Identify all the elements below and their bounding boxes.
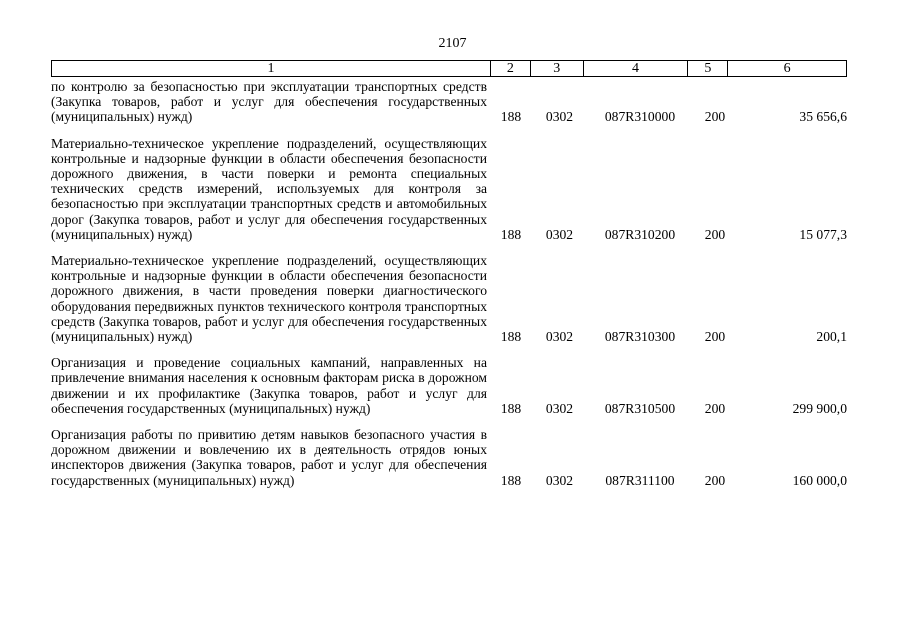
table-row <box>51 253 847 344</box>
column-header-3: 3 <box>531 61 584 76</box>
row-amount: 200,1 <box>816 329 847 345</box>
row-description: Организация и проведение социальных кампаний, направленных на привлечение внимания населения к основным факторам риска в дорожном движении и их профилактике (Закупка товаров, работ и услуг для обеспечения государственных (муниципальных) нужд) <box>51 355 487 416</box>
row-target-code: 087R310200 <box>604 226 676 242</box>
row-expense-type-code: 200 <box>704 226 726 242</box>
row-target-code: 087R311100 <box>605 472 675 488</box>
column-header-6: 6 <box>783 61 791 76</box>
row-description: по контролю за безопасностью при эксплуатации транспортных средств (Закупка товаров, работ и услуг для обеспечения государственных (муниципальных) нужд) <box>51 79 487 125</box>
column-header-4: 4 <box>584 61 689 76</box>
row-expense-type-code: 200 <box>704 400 726 416</box>
table-body <box>51 79 847 499</box>
row-grbs-code: 188 <box>500 329 522 345</box>
row-description: Организация работы по привитию детям навыков безопасного участия в дорожном движении и вовлечению их в деятельность отрядов юных инспекторов движения (Закупка товаров, работ и услуг для обеспечения государственных (муниципальных) нужд) <box>51 427 487 488</box>
row-grbs-code: 188 <box>500 226 522 242</box>
table-row <box>51 136 847 242</box>
row-target-code: 087R310000 <box>604 109 676 125</box>
row-amount: 35 656,6 <box>799 109 847 125</box>
row-amount: 160 000,0 <box>792 472 847 488</box>
row-expense-type-code: 200 <box>704 329 726 345</box>
row-section-code: 0302 <box>545 472 574 488</box>
row-expense-type-code: 200 <box>704 109 726 125</box>
row-section-code: 0302 <box>545 109 574 125</box>
table-row <box>51 79 847 125</box>
row-amount: 299 900,0 <box>792 400 847 416</box>
row-grbs-code: 188 <box>500 109 522 125</box>
column-header-2: 2 <box>491 61 531 76</box>
row-section-code: 0302 <box>545 329 574 345</box>
row-target-code: 087R310500 <box>604 400 676 416</box>
row-amount: 15 077,3 <box>799 226 847 242</box>
row-target-code: 087R310300 <box>604 329 676 345</box>
page-number: 2107 <box>438 36 467 51</box>
row-section-code: 0302 <box>545 226 574 242</box>
table-row <box>51 355 847 416</box>
row-section-code: 0302 <box>545 400 574 416</box>
table-header-row <box>51 60 847 77</box>
row-grbs-code: 188 <box>500 472 522 488</box>
row-description: Материально-техническое укрепление подразделений, осуществляющих контрольные и надзорные функции в области обеспечения безопасности дорожного движения, в части поверки и ремонта специальных технических средств измерений, используемых для контроля за безопасностью при эксплуатации транспортных средств и автомобильных дорог (Закупка товаров, работ и услуг для обеспечения государственных (муниципальных) нужд) <box>51 135 487 242</box>
row-description: Материально-техническое укрепление подразделений, осуществляющих контрольные и надзорные функции в области обеспечения безопасности дорожного движения, в части проведения поверки диагностического оборудования передвижных пунктов технического контроля транспортных средств (Закупка товаров, работ и услуг для обеспечения государственных (муниципальных) нужд) <box>51 253 487 345</box>
column-header-1: 1 <box>52 61 491 76</box>
column-header-5: 5 <box>688 61 728 76</box>
table-row <box>51 427 847 488</box>
row-grbs-code: 188 <box>500 400 522 416</box>
row-expense-type-code: 200 <box>704 472 726 488</box>
